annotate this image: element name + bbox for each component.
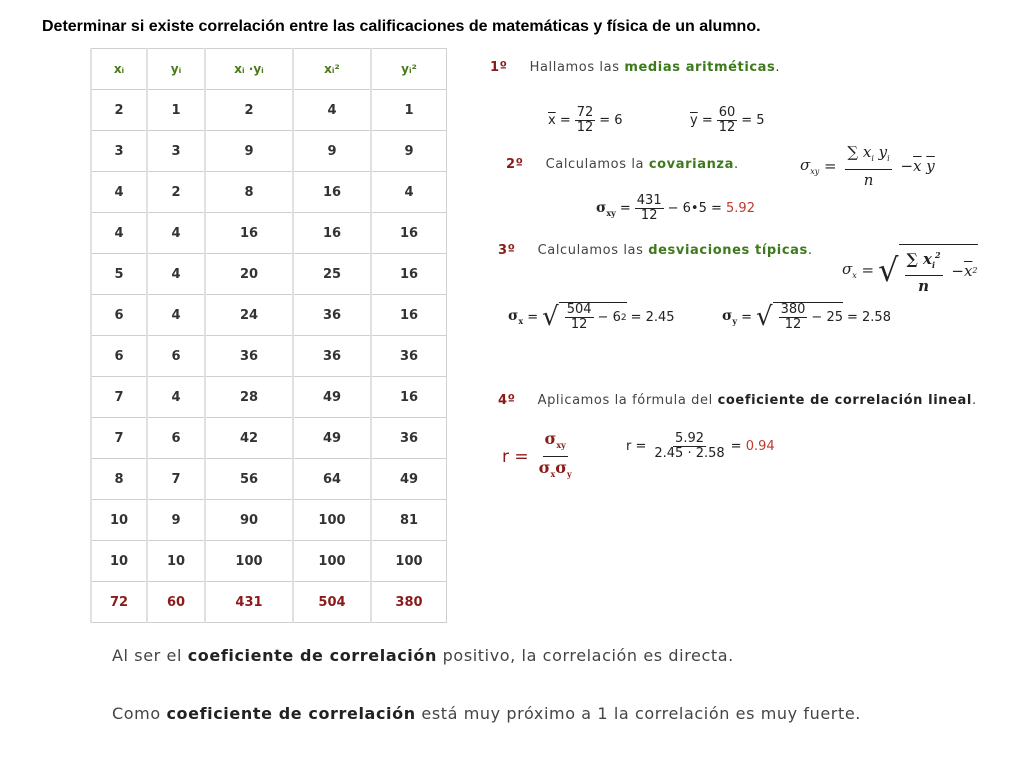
table-row: [91, 418, 447, 459]
table-cell: 4: [91, 172, 147, 213]
table-cell: 5: [91, 254, 147, 295]
table-cell: 9: [371, 131, 447, 172]
total-cell: 380: [371, 582, 447, 623]
col-header-yi: yᵢ: [147, 49, 205, 90]
table-cell: 16: [371, 213, 447, 254]
step-2-highlight: covarianza: [648, 157, 734, 172]
total-cell: 431: [205, 582, 293, 623]
table-row: [91, 213, 447, 254]
correlation-formula: r = $\frac{5.92}{2.45 \cdot 2.58}$ = 0.94: [626, 431, 775, 461]
table-row: [91, 541, 447, 582]
correlation-definition: r = $\frac{\sigma_{xy}}{\sigma_x\sigma_y}$: [502, 429, 572, 480]
table-cell: 49: [293, 377, 371, 418]
table-cell: 28: [205, 377, 293, 418]
std-dev-definition: $\sigma_x$ = √ $\frac{\sum x_i^2}{n}$ − $\overline{x}$ 2: [842, 244, 982, 296]
table-cell: 3: [147, 131, 205, 172]
table-cell: 7: [147, 459, 205, 500]
conclusion-2-post: está muy próximo a 1 la correlación es muy fuerte.: [421, 704, 861, 723]
conclusion-1-post: positivo, la correlación es directa.: [442, 646, 734, 665]
mean-y-symbol: $\overline{y}$: [690, 113, 698, 128]
table-cell: 2: [205, 90, 293, 131]
table-cell: 4: [147, 295, 205, 336]
col-header-xiyi: xᵢ ·yᵢ: [205, 49, 293, 90]
table-cell: 8: [205, 172, 293, 213]
step-3-end: .: [807, 243, 813, 258]
sy-middle: − 25: [811, 310, 843, 325]
table-cell: 6: [147, 336, 205, 377]
table-cell: 10: [147, 541, 205, 582]
step-4: [498, 393, 977, 408]
covariance-definition: $\sigma_{xy}$ = $\frac{\sum x_i y_i}{n}$ − $\overline{x}$ $\overline{y}$: [800, 143, 935, 189]
data-table: [90, 48, 447, 623]
table-cell: 16: [205, 213, 293, 254]
table-cell: 36: [205, 336, 293, 377]
conclusion-2-pre: Como: [112, 704, 161, 723]
table-cell: 6: [91, 295, 147, 336]
mean-x-symbol: $\overline{x}$: [548, 113, 556, 128]
table-cell: 24: [205, 295, 293, 336]
mean-x-result: = 6: [599, 113, 623, 128]
cov-middle: − 6•5 =: [667, 201, 722, 216]
table-header-row: [91, 49, 447, 90]
step-2: [506, 157, 739, 172]
step-1-end: .: [775, 60, 781, 75]
table-cell: 56: [205, 459, 293, 500]
cov-numerator: 431: [636, 193, 662, 208]
step-3-text: Calculamos las: [537, 243, 644, 258]
col-header-yi2: yᵢ²: [371, 49, 447, 90]
table-row: [91, 336, 447, 377]
step-3: [498, 243, 813, 258]
sy-denominator: 12: [784, 317, 802, 332]
col-header-xi: xᵢ: [91, 49, 147, 90]
step-4-number: 4º: [498, 393, 516, 408]
table-cell: 64: [293, 459, 371, 500]
sx-result: = 2.45: [630, 309, 675, 325]
table-cell: 3: [91, 131, 147, 172]
step-2-text: Calculamos la: [545, 157, 645, 172]
table-cell: 36: [293, 295, 371, 336]
r-denominator: 2.45 · 2.58: [654, 446, 725, 461]
conclusion-line-2: [112, 704, 861, 723]
table-cell: 20: [205, 254, 293, 295]
mean-y-formula: $\overline{y}$ = $\frac{60}{12}$ = 5: [690, 105, 765, 135]
table-cell: 49: [371, 459, 447, 500]
step-3-highlight: desviaciones típicas: [648, 243, 808, 258]
page-title: Determinar si existe correlación entre las calificaciones de matemáticas y física de un alumno.: [42, 18, 761, 35]
mean-y-result: = 5: [741, 113, 765, 128]
table-cell: 10: [91, 541, 147, 582]
table-cell: 16: [293, 213, 371, 254]
table-cell: 16: [371, 295, 447, 336]
conclusion-1-pre: Al ser el: [112, 646, 183, 665]
sx-middle: − 6: [597, 310, 621, 325]
table-cell: 7: [91, 377, 147, 418]
total-cell: 72: [91, 582, 147, 623]
table-cell: 9: [293, 131, 371, 172]
table-cell: 16: [371, 377, 447, 418]
table-cell: 100: [293, 500, 371, 541]
table-cell: 49: [293, 418, 371, 459]
table-cell: 1: [147, 90, 205, 131]
conclusion-line-1: [112, 646, 734, 665]
table-row: [91, 172, 447, 213]
col-header-xi2: xᵢ²: [293, 49, 371, 90]
r-label: r =: [626, 439, 647, 454]
table-cell: 2: [147, 172, 205, 213]
step-1-highlight: medias aritméticas: [624, 60, 776, 75]
step-2-end: .: [733, 157, 739, 172]
table-cell: 4: [147, 254, 205, 295]
table-cell: 9: [205, 131, 293, 172]
table-cell: 16: [293, 172, 371, 213]
mean-y-denominator: 12: [718, 120, 736, 135]
std-dev-x-formula: $\sigma_x$ = √ $\frac{504}{12}$ − 6 2 = 2.45: [508, 302, 675, 332]
step-4-end: .: [971, 393, 977, 408]
step-3-number: 3º: [498, 243, 516, 258]
table-totals-row: [91, 582, 447, 623]
sx-exponent: 2: [620, 312, 627, 323]
table-cell: 81: [371, 500, 447, 541]
table-cell: 6: [147, 418, 205, 459]
r-numerator: 5.92: [675, 431, 704, 446]
step-4-highlight: coeficiente de correlación lineal: [717, 393, 972, 408]
table-row: [91, 377, 447, 418]
total-cell: 504: [293, 582, 371, 623]
table-cell: 90: [205, 500, 293, 541]
cov-denominator: 12: [640, 208, 658, 223]
sx-denominator: 12: [570, 317, 588, 332]
table-cell: 36: [371, 418, 447, 459]
table-row: [91, 90, 447, 131]
conclusion-2-bold: coeficiente de correlación: [166, 704, 416, 723]
sy-numerator: 380: [780, 302, 806, 317]
table-row: [91, 131, 447, 172]
table-cell: 4: [147, 377, 205, 418]
table-row: [91, 459, 447, 500]
step-1: [490, 60, 780, 75]
table-cell: 36: [293, 336, 371, 377]
step-1-number: 1º: [490, 60, 508, 75]
cov-result: 5.92: [726, 201, 755, 216]
table-cell: 7: [91, 418, 147, 459]
table-cell: 100: [371, 541, 447, 582]
std-dev-y-formula: $\sigma_y$ = √ $\frac{380}{12}$ − 25 = 2.58: [722, 302, 891, 332]
table-cell: 10: [91, 500, 147, 541]
conclusion-1-bold: coeficiente de correlación: [187, 646, 437, 665]
table-row: [91, 500, 447, 541]
step-1-text: Hallamos las: [529, 60, 620, 75]
mean-x-formula: $\overline{x}$ = $\frac{72}{12}$ = 6: [548, 105, 623, 135]
table-cell: 6: [91, 336, 147, 377]
table-cell: 1: [371, 90, 447, 131]
r-result: 0.94: [745, 439, 775, 454]
table-cell: 4: [91, 213, 147, 254]
step-2-number: 2º: [506, 157, 524, 172]
table-cell: 100: [205, 541, 293, 582]
table-cell: 42: [205, 418, 293, 459]
mean-y-numerator: 60: [718, 105, 736, 120]
table-cell: 2: [91, 90, 147, 131]
table-cell: 4: [371, 172, 447, 213]
covariance-formula: $\sigma_{xy}$ = $\frac{431}{12}$ − 6•5 = 5.92: [596, 193, 755, 223]
mean-x-numerator: 72: [576, 105, 594, 120]
table-cell: 16: [371, 254, 447, 295]
table-row: [91, 295, 447, 336]
total-cell: 60: [147, 582, 205, 623]
table-row: [91, 254, 447, 295]
table-cell: 9: [147, 500, 205, 541]
step-4-text: Aplicamos la fórmula del: [537, 393, 713, 408]
sx-numerator: 504: [566, 302, 592, 317]
mean-x-denominator: 12: [576, 120, 594, 135]
table-cell: 100: [293, 541, 371, 582]
sy-result: = 2.58: [847, 309, 891, 325]
table-cell: 4: [147, 213, 205, 254]
table-cell: 36: [371, 336, 447, 377]
table-cell: 4: [293, 90, 371, 131]
table-cell: 25: [293, 254, 371, 295]
table-cell: 8: [91, 459, 147, 500]
